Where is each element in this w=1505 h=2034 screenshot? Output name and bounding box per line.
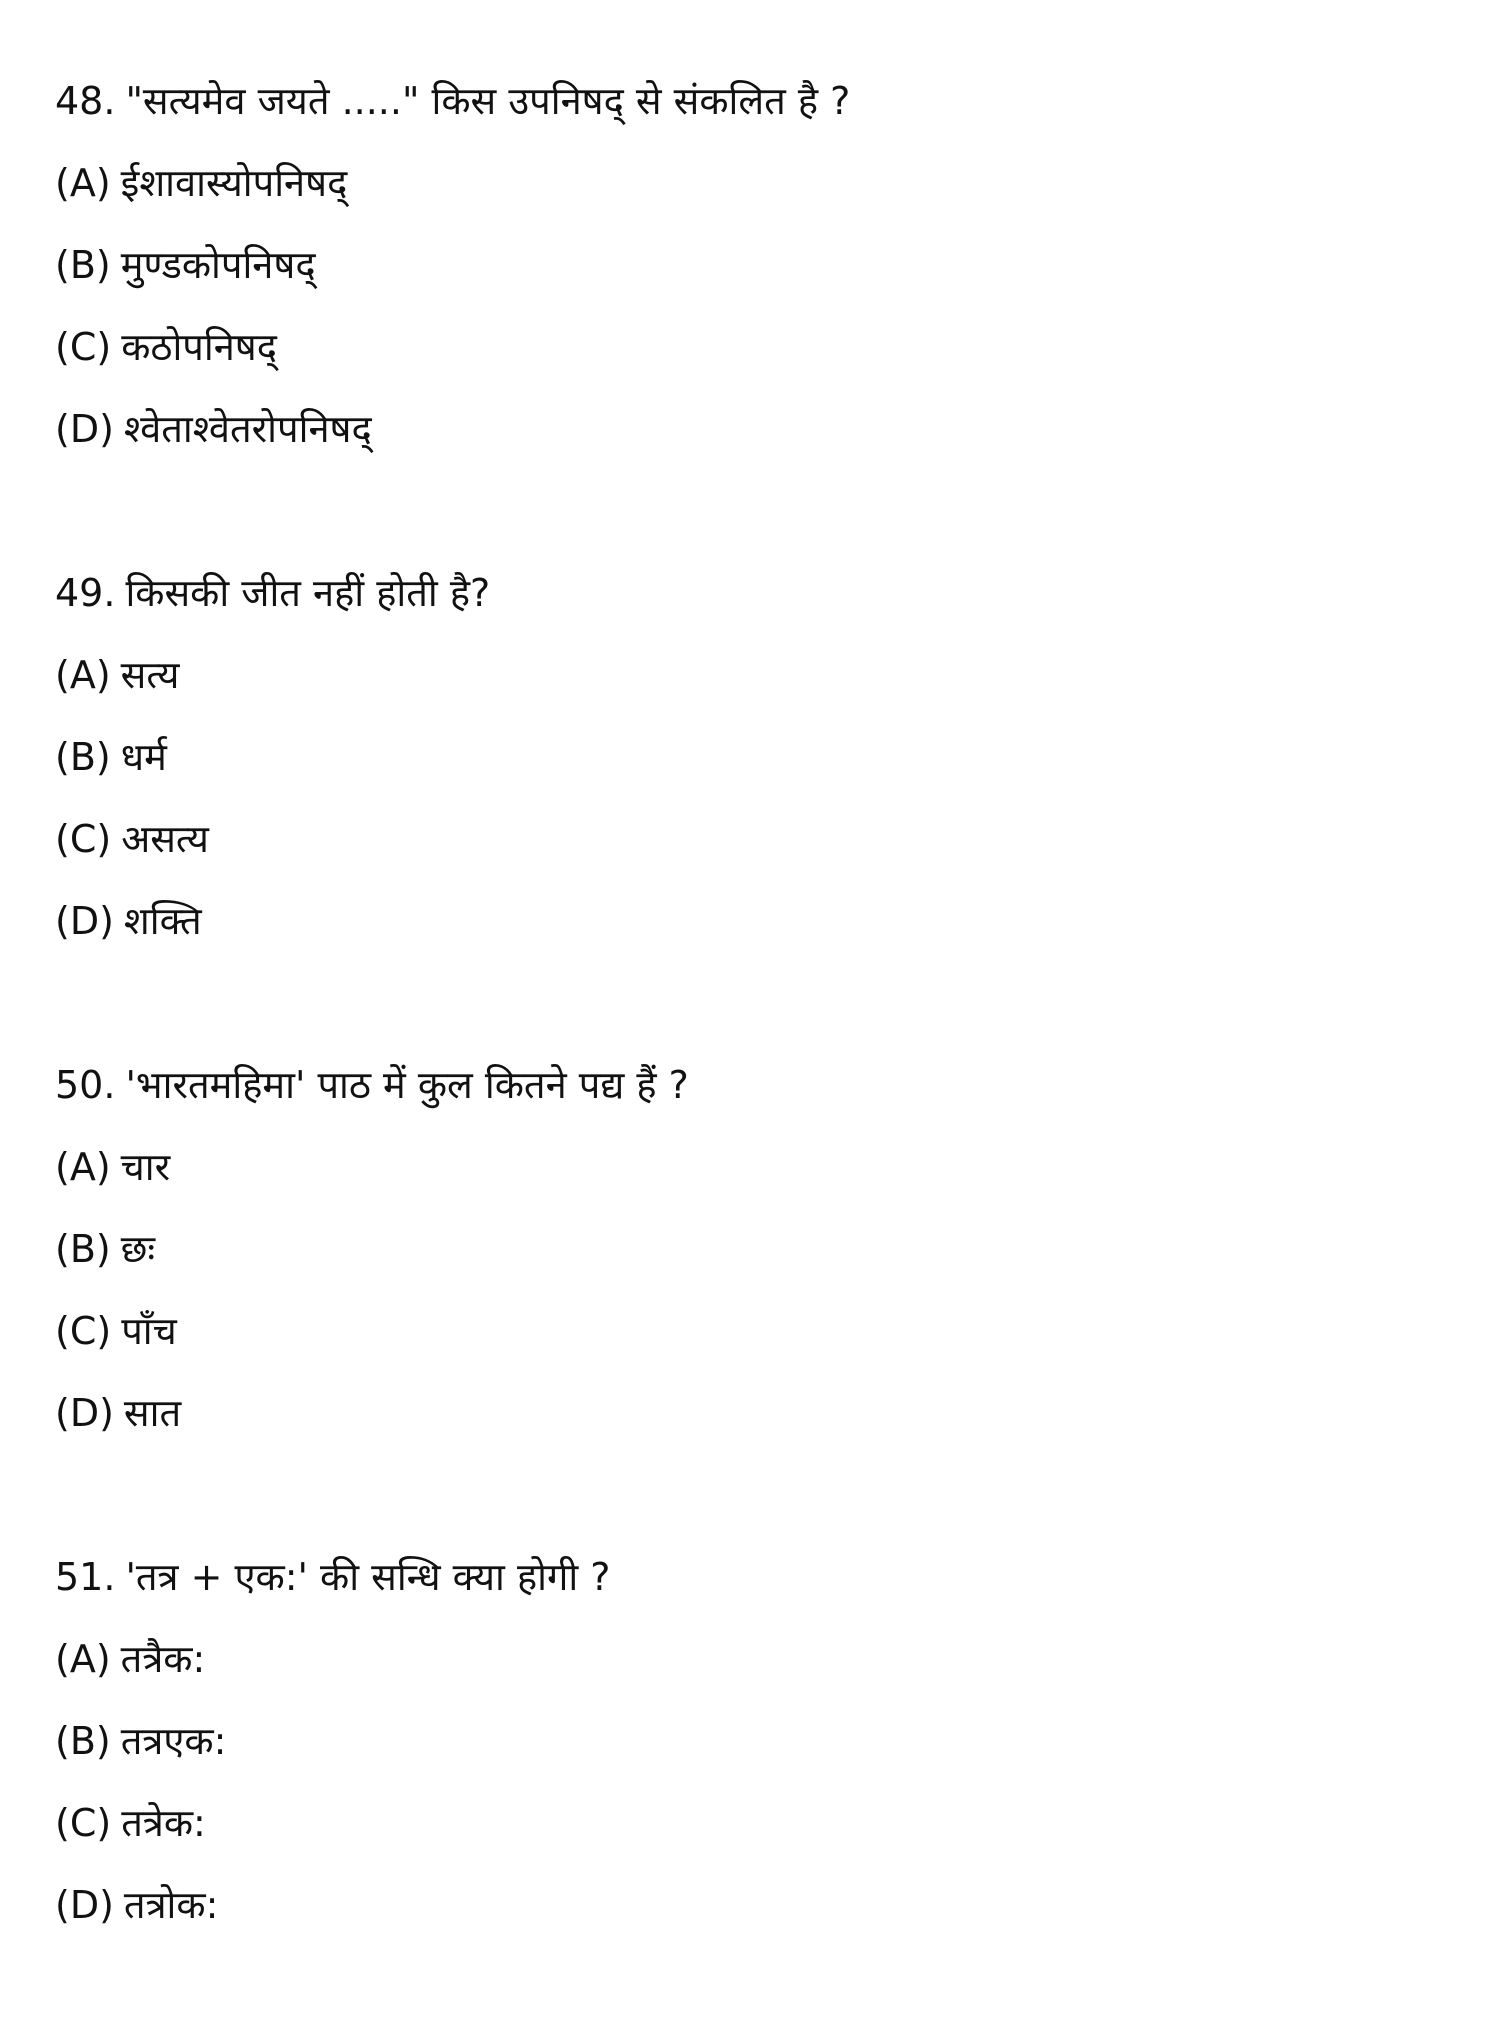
option-letter: (B) (55, 1719, 111, 1763)
option-text: पाँच (121, 1309, 177, 1353)
question-text (55, 1552, 610, 1602)
question-number: 49. (55, 571, 116, 615)
question-number: 51. (55, 1555, 116, 1599)
option-letter: (C) (55, 817, 112, 861)
question-text (55, 568, 490, 618)
question-text (55, 1060, 689, 1110)
option-letter: (A) (55, 1145, 111, 1189)
option-d (55, 896, 202, 946)
option-a (55, 1142, 170, 1192)
question-number: 50. (55, 1063, 116, 1107)
option-letter: (D) (55, 899, 114, 943)
option-a (55, 158, 347, 208)
option-b (55, 1224, 155, 1274)
question-stem: 'भारतमहिमा' पाठ में कुल कितने पद्य हैं ? (125, 1063, 689, 1107)
question-stem: 'तत्र + एक:' की सन्धि क्या होगी ? (125, 1555, 611, 1599)
option-c (55, 1798, 206, 1848)
option-d (55, 404, 372, 454)
option-text: असत्य (121, 817, 209, 861)
option-text: कठोपनिषद् (121, 325, 277, 369)
option-letter: (D) (55, 407, 114, 451)
option-a (55, 650, 179, 700)
question-text (55, 76, 850, 126)
option-letter: (A) (55, 653, 111, 697)
option-letter: (B) (55, 1227, 111, 1271)
option-letter: (D) (55, 1883, 114, 1927)
option-letter: (B) (55, 243, 111, 287)
option-letter: (D) (55, 1391, 114, 1435)
option-letter: (C) (55, 1801, 112, 1845)
question-stem: किसकी जीत नहीं होती है? (125, 571, 491, 615)
option-text: मुण्डकोपनिषद् (120, 243, 316, 287)
question-stem: "सत्यमेव जयते ....." किस उपनिषद् से संकलित है ? (125, 79, 851, 123)
option-b (55, 1716, 226, 1766)
option-text: सत्य (120, 653, 180, 697)
option-d (55, 1388, 181, 1438)
option-text: तत्रैक: (120, 1637, 206, 1681)
option-a (55, 1634, 205, 1684)
option-text: श्वेताश्वेतरोपनिषद् (123, 407, 372, 451)
option-text: ईशावास्योपनिषद् (120, 161, 348, 205)
option-c (55, 814, 209, 864)
option-text: छः (120, 1227, 156, 1271)
option-letter: (A) (55, 161, 111, 205)
option-b (55, 240, 316, 290)
question-number: 48. (55, 79, 116, 123)
option-c (55, 322, 277, 372)
option-letter: (A) (55, 1637, 111, 1681)
option-text: शक्ति (123, 899, 202, 943)
option-text: धर्म (120, 735, 167, 779)
option-letter: (C) (55, 325, 112, 369)
option-letter: (B) (55, 735, 111, 779)
option-text: सात (123, 1391, 182, 1435)
option-text: तत्रएक: (120, 1719, 227, 1763)
option-b (55, 732, 167, 782)
option-text: तत्रेक: (121, 1801, 206, 1845)
option-letter: (C) (55, 1309, 112, 1353)
option-text: चार (120, 1145, 171, 1189)
option-text: तत्रोक: (123, 1883, 219, 1927)
option-d (55, 1880, 218, 1930)
option-c (55, 1306, 177, 1356)
